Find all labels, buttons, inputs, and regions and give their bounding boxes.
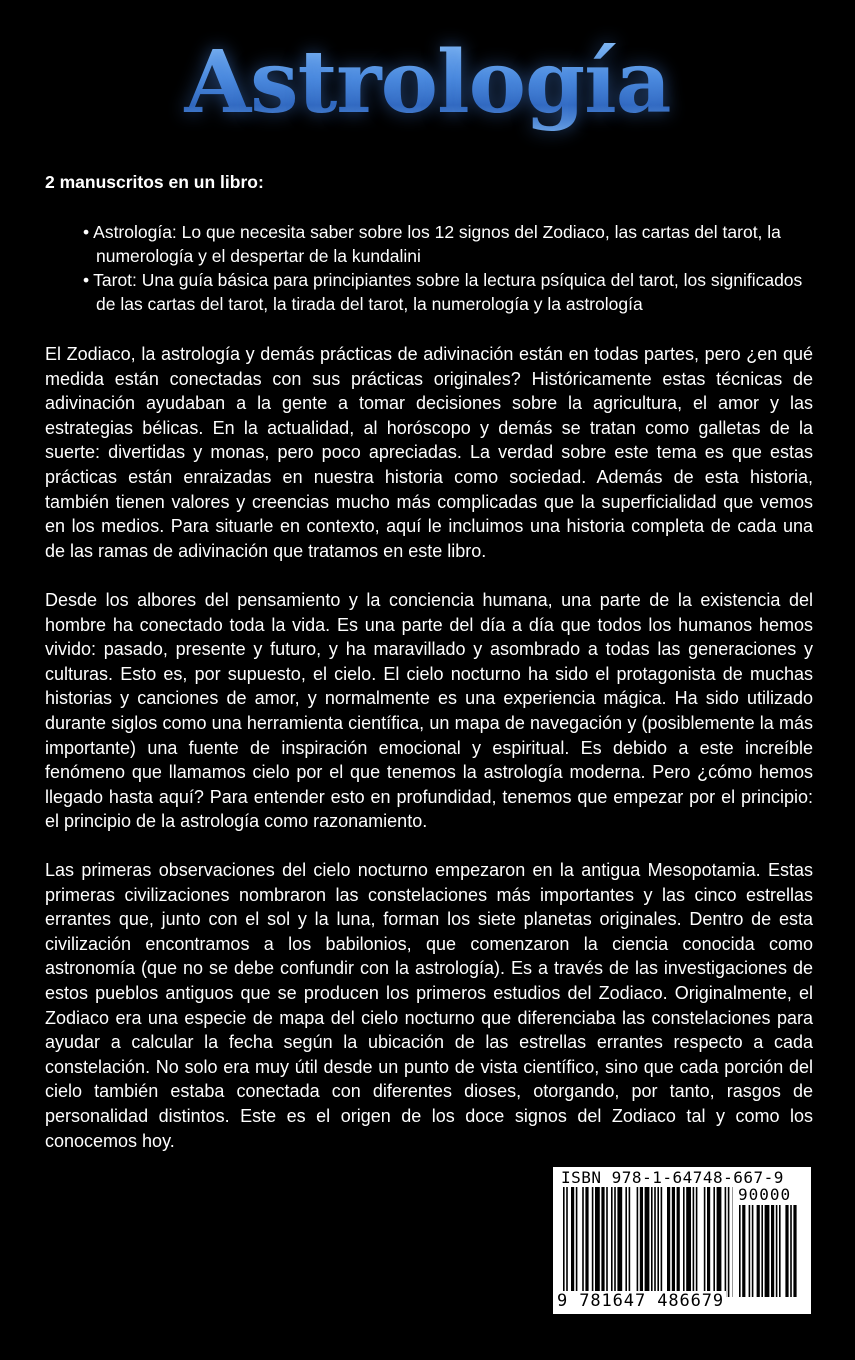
barcode-bar bbox=[592, 1187, 594, 1297]
ean-barcode-bars bbox=[563, 1187, 733, 1297]
barcode-bar bbox=[651, 1187, 653, 1297]
barcode-bar bbox=[601, 1187, 604, 1297]
barcode-bar bbox=[563, 1187, 565, 1297]
barcode-bar bbox=[725, 1187, 727, 1297]
barcode-bar bbox=[728, 1187, 730, 1297]
barcode-bar bbox=[629, 1187, 631, 1297]
barcode-bar bbox=[793, 1205, 796, 1297]
barcode-bar bbox=[693, 1187, 695, 1297]
barcode-bar bbox=[717, 1187, 722, 1297]
barcode-bar bbox=[749, 1205, 751, 1297]
body-paragraph: El Zodiaco, la astrología y demás prácticas de adivinación están en todas partes, pero ¿en qué medida están conectadas con sus prácticas originales? Históricamente estas técnicas de adivinación ayudaban a la gente a tomar decisiones sobre la agricultura, el amor y las estrategias bélicas. En la actualidad, al horóscopo y demás se tratan como galletas de la suerte: divertidas y monas, pero poco apreciadas. La verdad sobre este tema es que estas prácticas están enraizadas en nuestra historia como sociedad. Además de esta historia, también tienen valores y creencias mucho más complicadas que la superficialidad que vemos en los medios. Para situarle en contexto, aquí le incluimos una historia completa de cada una de las ramas de adivinación que tratamos en este libro. bbox=[45, 344, 813, 561]
barcode-bar bbox=[595, 1187, 600, 1297]
isbn-label: ISBN 978-1-64748-667-9 bbox=[561, 1168, 784, 1187]
barcode-bar bbox=[566, 1187, 568, 1297]
barcode-bar bbox=[576, 1187, 578, 1297]
barcode-bar bbox=[771, 1205, 774, 1297]
barcode-bar bbox=[677, 1187, 680, 1297]
barcode-bar bbox=[704, 1187, 706, 1297]
barcode-bar bbox=[683, 1187, 685, 1297]
barcode-bar bbox=[757, 1205, 760, 1297]
manuscripts-list bbox=[83, 220, 823, 316]
barcode-bar bbox=[779, 1205, 781, 1297]
barcode-bar bbox=[661, 1187, 663, 1297]
barcode-bar bbox=[667, 1187, 670, 1297]
barcode-bar bbox=[657, 1187, 659, 1297]
body-paragraph: Las primeras observaciones del cielo nocturno empezaron en la antigua Mesopotamia. Estas primeras civilizaciones nombraron las constelaciones más importantes y las cinco estrellas errantes que, junto con el sol y la luna, forman los siete planetas originales. Dentro de esta civilización encontramos a los babilonios, que comenzaron la ciencia conocida como astronomía (que no se debe confundir con la astrología). Es a través de las investigaciones de estos pueblos antiguos que se producen los primeros estudios del Zodiaco. Originalmente, el Zodiaco era una especie de mapa del cielo nocturno que diferenciaba las constelaciones para ayudar a calcular la fecha según la ubicación de las estrellas errantes respecto a cada constelación. No solo era muy útil desde un punto de vista científico, sino que cada porción del cielo también estaba conectada con diferentes dioses, otorgando, por tanto, rasgos de personalidad distintos. Este es el origen de los doce signos del Zodiaco tal y como los conocemos hoy. bbox=[45, 860, 813, 1151]
barcode-bar bbox=[654, 1187, 656, 1297]
barcode-bar bbox=[637, 1187, 639, 1297]
barcode-bar bbox=[742, 1205, 745, 1297]
manuscripts-heading: 2 manuscritos en un libro: bbox=[45, 172, 264, 192]
barcode-bar bbox=[686, 1187, 691, 1297]
barcode-bar bbox=[571, 1187, 574, 1297]
price-barcode-bars bbox=[739, 1205, 805, 1297]
barcode-bar bbox=[582, 1187, 584, 1297]
barcode-bar bbox=[585, 1187, 588, 1297]
barcode-bar bbox=[785, 1205, 788, 1297]
barcode-bar bbox=[739, 1205, 741, 1297]
barcode-bar bbox=[645, 1187, 650, 1297]
barcode-bar bbox=[606, 1187, 608, 1297]
barcode-bar bbox=[614, 1187, 616, 1297]
barcode-bar bbox=[617, 1187, 622, 1297]
barcode-bar bbox=[713, 1187, 715, 1297]
barcode-bar bbox=[761, 1205, 763, 1297]
barcode-bar bbox=[611, 1187, 613, 1297]
barcode-bar bbox=[696, 1187, 698, 1297]
barcode-bar bbox=[672, 1187, 675, 1297]
barcode-bar bbox=[625, 1187, 627, 1297]
body-paragraph: Desde los albores del pensamiento y la conciencia humana, una parte de la existencia del hombre ha conectado toda la vida. Es una parte del día a día que todos los humanos hemos vivido: pasado, presente y futuro, y ha maravillado y asombrado a todas las generaciones y culturas. Esto es, por supuesto, el cielo. El cielo nocturno ha sido el protagonista de muchas historias y canciones de amor, y normalmente es una experiencia mágica. Ha sido utilizado durante siglos como una herramienta científica, un mapa de navegación y (posiblemente la más importante) una fuente de inspiración emocional y espiritual. Es debido a este increíble fenómeno que llamamos cielo por el que tenemos la astrología moderna. Pero ¿cómo hemos llegado hasta aquí? Para entender esto en profundidad, tenemos que empezar por el principio: el principio de la astrología como razonamiento. bbox=[45, 590, 813, 832]
barcode-bar bbox=[707, 1187, 710, 1297]
isbn-barcode-box bbox=[553, 1167, 811, 1314]
barcode-bar bbox=[640, 1187, 643, 1297]
barcode-bar bbox=[765, 1205, 770, 1297]
book-title: Astrología bbox=[0, 28, 855, 138]
barcode-bar bbox=[752, 1205, 754, 1297]
barcode-bar bbox=[776, 1205, 778, 1297]
barcode-bar bbox=[790, 1205, 792, 1297]
list-item: • Astrología: Lo que necesita saber sobre los 12 signos del Zodiaco, las cartas del tarot, la numerología y el despertar de la kundalini bbox=[83, 220, 823, 268]
ean-digits: 9 781647 486679 bbox=[557, 1291, 725, 1311]
price-code: 90000 bbox=[738, 1185, 792, 1204]
list-item: • Tarot: Una guía básica para principiantes sobre la lectura psíquica del tarot, los significados de las cartas del tarot, la tirada del tarot, la numerología y la astrología bbox=[83, 268, 823, 316]
